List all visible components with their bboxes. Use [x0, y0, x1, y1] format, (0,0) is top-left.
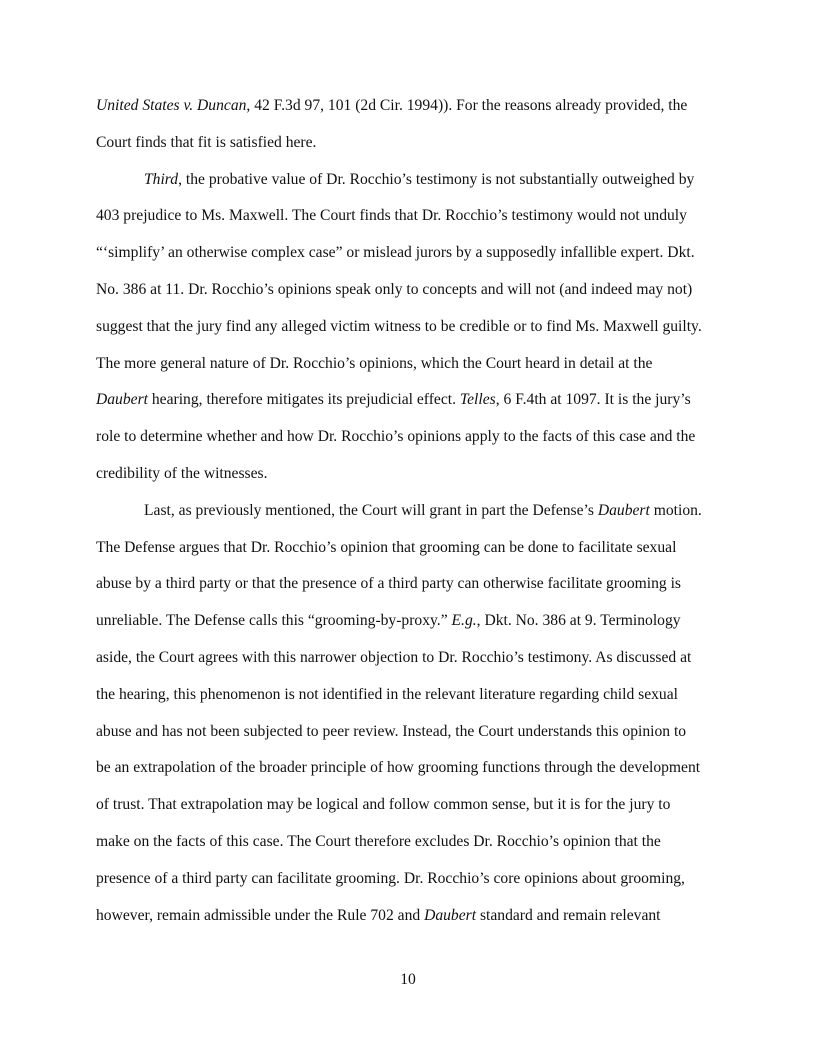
text-run: aside, the Court agrees with this narrower objection to Dr. Rocchio’s testimony. As discussed at: [96, 648, 692, 666]
text-line: [96, 240, 720, 277]
text-run: The more general nature of Dr. Rocchio’s opinions, which the Court heard in detail at the: [96, 354, 653, 372]
text-run: , 42 F.3d 97, 101 (2d Cir. 1994)). For the reasons already provided, the: [246, 97, 688, 114]
page-number: 10: [400, 971, 416, 988]
text-line: [96, 461, 720, 498]
text-line: [96, 167, 720, 204]
text-run: role to determine whether and how Dr. Rocchio’s opinions apply to the facts of this case and the: [96, 428, 696, 446]
text-line: [96, 755, 720, 792]
text-run: unreliable. The Defense calls this “grooming-by-proxy.”: [96, 612, 452, 630]
italic-text: Daubert: [424, 906, 477, 924]
text-line: [96, 571, 720, 608]
text-line: [96, 277, 720, 314]
text-run: No. 386 at 11. Dr. Rocchio’s opinions speak only to concepts and will not (and indeed may not): [96, 280, 693, 298]
text-line: [96, 130, 720, 167]
text-line: [96, 608, 720, 645]
text-line: [96, 792, 720, 829]
text-run: Court finds that fit is satisfied here.: [96, 133, 317, 151]
text-run: , 6 F.4th at 1097. It is the jury’s: [495, 391, 691, 409]
text-run: hearing, therefore mitigates its prejudicial effect.: [147, 391, 460, 409]
text-run: abuse and has not been subjected to peer review. Instead, the Court understands this opinion to: [96, 722, 687, 740]
text-run: make on the facts of this case. The Court therefore excludes Dr. Rocchio’s opinion that the: [96, 832, 661, 850]
text-line: [96, 682, 720, 719]
text-line: [96, 387, 720, 424]
text-line: [96, 93, 720, 130]
document-body: [96, 93, 720, 939]
text-run: motion.: [649, 501, 702, 519]
italic-text: Daubert: [597, 501, 650, 519]
text-line: [96, 424, 720, 461]
italic-text: Daubert: [96, 391, 148, 409]
text-line: [96, 903, 720, 940]
text-line: [96, 866, 720, 903]
text-run: however, remain admissible under the Rule 702 and: [96, 906, 425, 924]
text-line: [96, 498, 720, 535]
italic-text: Telles: [459, 391, 496, 409]
text-run: “‘simplify’ an otherwise complex case” or mislead jurors by a supposedly infallible expert. Dkt.: [96, 244, 695, 262]
text-line: [96, 829, 720, 866]
text-run: suggest that the jury find any alleged victim witness to be credible or to find Ms. Maxwell guilty.: [96, 317, 702, 335]
text-line: [96, 535, 720, 572]
text-line: [96, 203, 720, 240]
italic-text: Third: [144, 170, 179, 188]
text-run: 403 prejudice to Ms. Maxwell. The Court finds that Dr. Rocchio’s testimony would not unduly: [96, 207, 687, 225]
text-run: Last, as previously mentioned, the Court will grant in part the Defense’s: [144, 501, 598, 519]
text-run: , Dkt. No. 386 at 9. Terminology: [476, 612, 681, 630]
text-line: [96, 314, 720, 351]
italic-text: E.g.: [451, 612, 477, 630]
text-run: be an extrapolation of the broader principle of how grooming functions through the development: [96, 759, 701, 777]
text-run: the hearing, this phenomenon is not identified in the relevant literature regarding child sexual: [96, 685, 678, 703]
text-line: [96, 645, 720, 682]
text-run: abuse by a third party or that the presence of a third party can otherwise facilitate grooming is: [96, 575, 681, 593]
text-run: of trust. That extrapolation may be logical and follow common sense, but it is for the jury to: [96, 796, 671, 814]
text-line: [96, 351, 720, 388]
text-run: presence of a third party can facilitate grooming. Dr. Rocchio’s core opinions about grooming,: [96, 869, 685, 887]
text-run: standard and remain relevant: [476, 906, 661, 924]
text-line: [96, 719, 720, 756]
text-run: The Defense argues that Dr. Rocchio’s opinion that grooming can be done to facilitate sexual: [96, 538, 677, 556]
text-run: , the probative value of Dr. Rocchio’s testimony is not substantially outweighed by: [178, 170, 695, 188]
text-run: credibility of the witnesses.: [96, 464, 268, 482]
italic-text: United States v. Duncan: [96, 97, 247, 114]
